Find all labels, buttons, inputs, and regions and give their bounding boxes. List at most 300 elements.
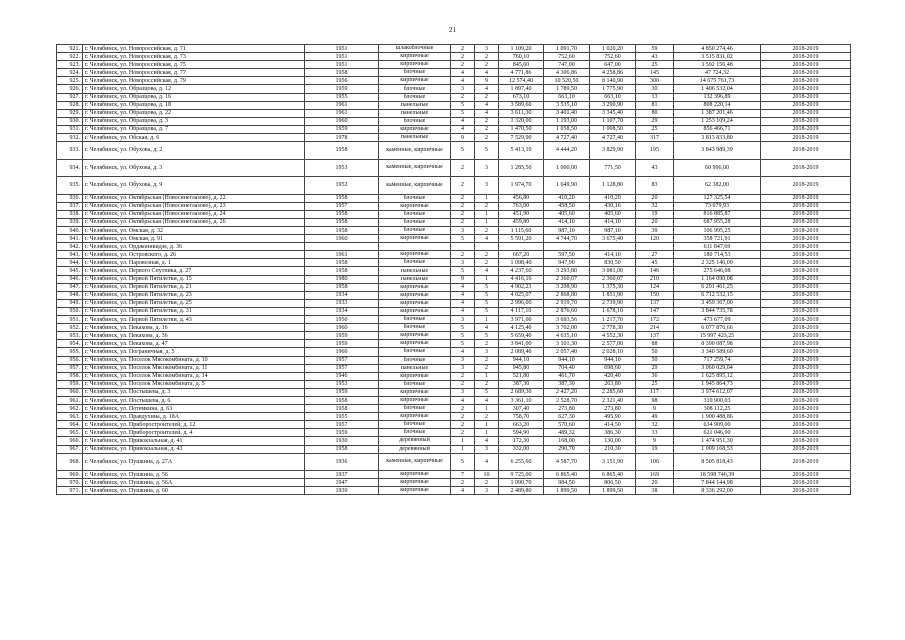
period-cell: 2018-2019 — [761, 405, 851, 413]
table-row — [57, 134, 851, 142]
period-cell: 2018-2019 — [761, 142, 851, 160]
year-built-cell: 1959 — [305, 332, 379, 340]
floors-cell: 3 — [451, 316, 475, 324]
total-area-cell: 4 117,10 — [499, 307, 544, 315]
residential-area-cell: 663,10 — [590, 93, 636, 101]
living-area-cell: 704,40 — [544, 364, 590, 372]
row-number-cell: 953. — [57, 332, 83, 340]
address-cell: г. Челябинск, ул. Пушкина, д. 27А — [83, 453, 305, 471]
living-area-cell: 3 293,80 — [544, 267, 590, 275]
floors-cell: 4 — [451, 307, 475, 315]
wall-material-cell: блочные — [379, 210, 451, 218]
year-built-cell: 1958 — [305, 396, 379, 404]
total-area-cell: 9 725,00 — [499, 471, 544, 479]
period-cell: 2018-2019 — [761, 429, 851, 437]
row-number-cell: 931. — [57, 125, 83, 133]
total-area-cell: 451,90 — [499, 210, 544, 218]
wall-material-cell: кирпичные — [379, 332, 451, 340]
year-built-cell: 1953 — [305, 159, 379, 177]
row-number-cell: 930. — [57, 117, 83, 125]
year-built-cell: 1957 — [305, 202, 379, 210]
period-cell: 2018-2019 — [761, 340, 851, 348]
address-cell: г. Челябинск, ул. Пекахова, д. 47 — [83, 340, 305, 348]
year-built-cell: 1952 — [305, 177, 379, 195]
wall-material-cell: каменные, кирпичные — [379, 453, 451, 471]
entrances-cell: 3 — [475, 445, 499, 453]
total-area-cell: 1 897,40 — [499, 85, 544, 93]
row-number-cell: 934. — [57, 159, 83, 177]
entrances-cell — [475, 243, 499, 251]
living-area-cell: 6 865,40 — [544, 471, 590, 479]
row-number-cell: 944. — [57, 259, 83, 267]
cost-cell: 8 390 087,98 — [674, 340, 761, 348]
row-number-cell: 951. — [57, 316, 83, 324]
address-cell: г. Челябинск, ул. Постышева, д. 6 — [83, 396, 305, 404]
total-area-cell: 521,80 — [499, 372, 544, 380]
total-area-cell: 307,40 — [499, 405, 544, 413]
table-row — [57, 445, 851, 453]
residents-cell: 9 — [636, 405, 674, 413]
address-cell: г. Челябинск, ул. Обухова, д. 9 — [83, 177, 305, 195]
year-built-cell: 1958 — [305, 267, 379, 275]
year-built-cell: 1958 — [305, 194, 379, 202]
period-cell: 2018-2019 — [761, 125, 851, 133]
residential-area-cell: 4 727,40 — [590, 134, 636, 142]
period-cell: 2018-2019 — [761, 117, 851, 125]
period-cell: 2018-2019 — [761, 243, 851, 251]
floors-cell: 2 — [451, 429, 475, 437]
wall-material-cell: кирпичные — [379, 283, 451, 291]
residents-cell: 45 — [636, 259, 674, 267]
entrances-cell: 3 — [475, 487, 499, 495]
residents-cell: 317 — [636, 134, 674, 142]
residential-area-cell: 430,16 — [590, 202, 636, 210]
entrances-cell: 2 — [475, 340, 499, 348]
year-built-cell: 1956 — [305, 77, 379, 85]
floors-cell: 2 — [451, 159, 475, 177]
living-area-cell: 461,70 — [544, 372, 590, 380]
wall-material-cell: блочные — [379, 259, 451, 267]
address-cell: г. Челябинск, ул. Потемкина, д. 63 — [83, 405, 305, 413]
residential-area-cell: 130,00 — [590, 437, 636, 445]
living-area-cell: 168,00 — [544, 437, 590, 445]
address-cell: г. Челябинск, ул. Привокзальная, д. 41 — [83, 437, 305, 445]
floors-cell: 5 — [451, 109, 475, 117]
total-area-cell: 5 659,40 — [499, 332, 544, 340]
table-row — [57, 372, 851, 380]
address-cell: г. Челябинск, ул. Постышева, д. 3 — [83, 388, 305, 396]
floors-cell: 2 — [451, 93, 475, 101]
year-built-cell: 1933 — [305, 299, 379, 307]
row-number-cell: 952. — [57, 324, 83, 332]
floors-cell: 2 — [451, 210, 475, 218]
row-number-cell: 929. — [57, 109, 83, 117]
year-built-cell: 1955 — [305, 93, 379, 101]
residents-cell: 13 — [636, 93, 674, 101]
total-area-cell: 945,80 — [499, 364, 544, 372]
residential-area-cell: 405,60 — [590, 210, 636, 218]
residential-area-cell: 987,10 — [590, 227, 636, 235]
row-number-cell: 939. — [57, 218, 83, 226]
year-built-cell: 1980 — [305, 275, 379, 283]
total-area-cell: 594,90 — [499, 429, 544, 437]
table-row — [57, 194, 851, 202]
cost-cell: 275 646,08 — [674, 267, 761, 275]
living-area-cell: 290,70 — [544, 445, 590, 453]
period-cell: 2018-2019 — [761, 471, 851, 479]
address-cell: г. Челябинск, ул. Новороссийская, д. 73 — [83, 53, 305, 61]
living-area-cell: 2 919,70 — [544, 299, 590, 307]
total-area-cell: 1 115,60 — [499, 227, 544, 235]
address-cell: г. Челябинск, ул. Пограничная, д. 5 — [83, 348, 305, 356]
period-cell: 2018-2019 — [761, 93, 851, 101]
address-cell: г. Челябинск, ул. Образцова, д. 16 — [83, 93, 305, 101]
total-area-cell: 1 320,00 — [499, 117, 544, 125]
wall-material-cell: блочные — [379, 93, 451, 101]
residential-area-cell: 210,30 — [590, 445, 636, 453]
floors-cell: 2 — [451, 177, 475, 195]
residential-area-cell: 263,80 — [590, 380, 636, 388]
residents-cell: 39 — [636, 227, 674, 235]
entrances-cell: 2 — [475, 227, 499, 235]
year-built-cell: 1950 — [305, 316, 379, 324]
year-built-cell: 1959 — [305, 125, 379, 133]
year-built-cell: 1946 — [305, 372, 379, 380]
entrances-cell: 4 — [475, 324, 499, 332]
table-row — [57, 437, 851, 445]
total-area-cell: 845,60 — [499, 61, 544, 69]
table-row — [57, 177, 851, 195]
period-cell: 2018-2019 — [761, 53, 851, 61]
row-number-cell: 962. — [57, 405, 83, 413]
living-area-cell: 627,30 — [544, 413, 590, 421]
floors-cell: 4 — [451, 77, 475, 85]
cost-cell: 358 721,91 — [674, 235, 761, 243]
wall-material-cell: кирпичные — [379, 235, 451, 243]
row-number-cell: 960. — [57, 388, 83, 396]
wall-material-cell: кирпичные — [379, 299, 451, 307]
residential-area-cell: 647,00 — [590, 61, 636, 69]
entrances-cell: 5 — [475, 142, 499, 160]
entrances-cell: 5 — [475, 283, 499, 291]
row-number-cell: 967. — [57, 445, 83, 453]
floors-cell — [451, 243, 475, 251]
period-cell: 2018-2019 — [761, 299, 851, 307]
cost-cell: 7 844 144,98 — [674, 479, 761, 487]
total-area-cell: 172,30 — [499, 437, 544, 445]
living-area-cell — [544, 243, 590, 251]
wall-material-cell: блочные — [379, 421, 451, 429]
address-cell: г. Челябинск, ул. Образцова, д. 7 — [83, 125, 305, 133]
floors-cell: 4 — [451, 117, 475, 125]
table-row — [57, 356, 851, 364]
living-area-cell: 747,00 — [544, 61, 590, 69]
floors-cell: 5 — [451, 142, 475, 160]
residential-area-cell: 8 140,90 — [590, 77, 636, 85]
year-built-cell: 1957 — [305, 356, 379, 364]
cost-cell: 310 900,03 — [674, 396, 761, 404]
address-cell: г. Челябинск, ул. Омская, д. 91 — [83, 235, 305, 243]
residents-cell: 124 — [636, 283, 674, 291]
total-area-cell: 1 090,70 — [499, 479, 544, 487]
living-area-cell: 4 587,70 — [544, 453, 590, 471]
year-built-cell: 1936 — [305, 453, 379, 471]
table-row — [57, 69, 851, 77]
floors-cell: 2 — [451, 61, 475, 69]
residents-cell: 27 — [636, 251, 674, 259]
residents-cell: 19 — [636, 445, 674, 453]
entrances-cell: 2 — [475, 259, 499, 267]
cost-cell: 3 843 989,39 — [674, 142, 761, 160]
table-row — [57, 348, 851, 356]
period-cell: 2018-2019 — [761, 101, 851, 109]
residents-cell: 83 — [636, 177, 674, 195]
living-area-cell: 944,10 — [544, 356, 590, 364]
table-row — [57, 396, 851, 404]
cost-cell: 3 340 589,60 — [674, 348, 761, 356]
address-cell: г. Челябинск, ул. Первой Пятилетки, д. 15 — [83, 275, 305, 283]
period-cell: 2018-2019 — [761, 396, 851, 404]
table-row — [57, 259, 851, 267]
entrances-cell: 2 — [475, 356, 499, 364]
cost-cell: 1 945 864,73 — [674, 380, 761, 388]
row-number-cell: 959. — [57, 380, 83, 388]
period-cell: 2018-2019 — [761, 332, 851, 340]
cost-cell: 3 515 831,02 — [674, 53, 761, 61]
residential-area-cell: 2 360,07 — [590, 275, 636, 283]
residential-area-cell: 1 020,20 — [590, 45, 636, 53]
total-area-cell: 758,70 — [499, 413, 544, 421]
residents-cell: 98 — [636, 396, 674, 404]
residents-cell: 25 — [636, 125, 674, 133]
wall-material-cell: деревянный — [379, 445, 451, 453]
table-row — [57, 125, 851, 133]
residents-cell: 20 — [636, 479, 674, 487]
residential-area-cell: 3 290,90 — [590, 101, 636, 109]
floors-cell: 5 — [451, 324, 475, 332]
total-area-cell: 1 470,50 — [499, 125, 544, 133]
table-row — [57, 299, 851, 307]
period-cell: 2018-2019 — [761, 388, 851, 396]
table-row — [57, 227, 851, 235]
cost-cell: 3 459 367,00 — [674, 299, 761, 307]
year-built-cell: 1958 — [305, 445, 379, 453]
cost-cell: 73 079,93 — [674, 202, 761, 210]
entrances-cell: 2 — [475, 134, 499, 142]
cost-cell: 473 677,09 — [674, 316, 761, 324]
year-built-cell: 1960 — [305, 324, 379, 332]
year-built-cell: 1978 — [305, 134, 379, 142]
residents-cell: 81 — [636, 101, 674, 109]
floors-cell: 9 — [451, 275, 475, 283]
living-area-cell: 1 091,70 — [544, 45, 590, 53]
address-cell: г. Челябинск, ул. Образцова, д. 3 — [83, 117, 305, 125]
entrances-cell: 1 — [475, 421, 499, 429]
period-cell: 2018-2019 — [761, 421, 851, 429]
cost-cell: 816 885,87 — [674, 210, 761, 218]
table-row — [57, 77, 851, 85]
floors-cell: 5 — [451, 235, 475, 243]
cost-cell: 4 850 274,46 — [674, 45, 761, 53]
row-number-cell: 921. — [57, 45, 83, 53]
period-cell: 2018-2019 — [761, 267, 851, 275]
row-number-cell: 971. — [57, 487, 83, 495]
period-cell: 2018-2019 — [761, 364, 851, 372]
table-row — [57, 316, 851, 324]
address-cell: г. Челябинск, ул. Октябрьская (Новосинеглазово), д. 26 — [83, 218, 305, 226]
cost-cell: 3 974 612,07 — [674, 388, 761, 396]
total-area-cell: 4 416,16 — [499, 275, 544, 283]
total-area-cell: 4 902,23 — [499, 283, 544, 291]
cost-cell: 611 847,69 — [674, 243, 761, 251]
living-area-cell: 405,60 — [544, 210, 590, 218]
period-cell: 2018-2019 — [761, 251, 851, 259]
living-area-cell: 4 744,70 — [544, 235, 590, 243]
entrances-cell: 5 — [475, 332, 499, 340]
address-cell: г. Челябинск, ул. Октябрьская (Новосинеглазово), д. 24 — [83, 210, 305, 218]
period-cell: 2018-2019 — [761, 316, 851, 324]
year-built-cell: 1951 — [305, 61, 379, 69]
total-area-cell: 663,20 — [499, 421, 544, 429]
wall-material-cell: блочные — [379, 316, 451, 324]
page-number: 21 — [449, 26, 456, 34]
entrances-cell: 2 — [475, 125, 499, 133]
address-cell: г. Челябинск, ул. Привокзальная, д. 43 — [83, 445, 305, 453]
row-number-cell: 961. — [57, 396, 83, 404]
row-number-cell: 966. — [57, 437, 83, 445]
entrances-cell: 10 — [475, 471, 499, 479]
entrances-cell: 1 — [475, 372, 499, 380]
row-number-cell: 968. — [57, 453, 83, 471]
residents-cell: 80 — [636, 109, 674, 117]
year-built-cell: 1959 — [305, 429, 379, 437]
residents-cell: 20 — [636, 194, 674, 202]
row-number-cell: 941. — [57, 235, 83, 243]
floors-cell: 2 — [451, 53, 475, 61]
total-area-cell: 5 591,20 — [499, 235, 544, 243]
wall-material-cell: кирпичные — [379, 307, 451, 315]
entrances-cell: 2 — [475, 364, 499, 372]
residential-area-cell: 2 028,10 — [590, 348, 636, 356]
total-area-cell: 4 125,40 — [499, 324, 544, 332]
floors-cell: 4 — [451, 291, 475, 299]
year-built-cell: 1958 — [305, 259, 379, 267]
living-area-cell: 3 702,00 — [544, 324, 590, 332]
period-cell: 2018-2019 — [761, 479, 851, 487]
period-cell: 2018-2019 — [761, 210, 851, 218]
wall-material-cell: кирпичные — [379, 77, 451, 85]
residents-cell: 30 — [636, 85, 674, 93]
floors-cell: 2 — [451, 218, 475, 226]
address-cell: г. Челябинск, ул. Первой Пятилетки, д. 31 — [83, 307, 305, 315]
entrances-cell: 2 — [475, 479, 499, 487]
residents-cell: 210 — [636, 275, 674, 283]
residential-area-cell: 2 321,40 — [590, 396, 636, 404]
wall-material-cell: каменные, кирпичные — [379, 177, 451, 195]
entrances-cell: 5 — [475, 388, 499, 396]
address-cell: г. Челябинск, ул. Пушкина, д. 56А — [83, 479, 305, 487]
year-built-cell: 1958 — [305, 405, 379, 413]
floors-cell: 4 — [451, 487, 475, 495]
period-cell: 2018-2019 — [761, 413, 851, 421]
residents-cell: 117 — [636, 388, 674, 396]
wall-material-cell: кирпичные — [379, 396, 451, 404]
living-area-cell: 1 789,50 — [544, 85, 590, 93]
entrances-cell: 2 — [475, 61, 499, 69]
year-built-cell: 1958 — [305, 227, 379, 235]
entrances-cell: 5 — [475, 291, 499, 299]
year-built-cell: 1957 — [305, 421, 379, 429]
total-area-cell: 2 996,00 — [499, 299, 544, 307]
row-number-cell: 963. — [57, 413, 83, 421]
row-number-cell: 922. — [57, 53, 83, 61]
year-built-cell: 1961 — [305, 101, 379, 109]
wall-material-cell: панельные — [379, 134, 451, 142]
total-area-cell: 7 529,90 — [499, 134, 544, 142]
address-cell: г. Челябинск, ул. Образцова, д. 22 — [83, 109, 305, 117]
wall-material-cell: кирпичные — [379, 202, 451, 210]
year-built-cell — [305, 243, 379, 251]
cost-cell: 3 813 833,80 — [674, 134, 761, 142]
living-area-cell: 2 868,80 — [544, 291, 590, 299]
year-built-cell: 1959 — [305, 388, 379, 396]
period-cell: 2018-2019 — [761, 45, 851, 53]
living-area-cell: 1 193,00 — [544, 117, 590, 125]
address-cell: г. Челябинск, ул. Правдухина, д. 18А — [83, 413, 305, 421]
living-area-cell: 597,50 — [544, 251, 590, 259]
address-cell: г. Челябинск, ул. Новороссийская, д. 75 — [83, 61, 305, 69]
total-area-cell: 5 413,10 — [499, 142, 544, 160]
cost-cell: 8 336 292,00 — [674, 487, 761, 495]
period-cell: 2018-2019 — [761, 69, 851, 77]
year-built-cell: 1960 — [305, 235, 379, 243]
total-area-cell: 673,10 — [499, 93, 544, 101]
cost-cell: 6 077 876,66 — [674, 324, 761, 332]
period-cell: 2018-2019 — [761, 218, 851, 226]
period-cell: 2018-2019 — [761, 453, 851, 471]
living-area-cell: 3 208,90 — [544, 283, 590, 291]
entrances-cell: 2 — [475, 413, 499, 421]
entrances-cell: 4 — [475, 109, 499, 117]
residential-area-cell: 3 081,00 — [590, 267, 636, 275]
total-area-cell: 2 689,30 — [499, 388, 544, 396]
row-number-cell: 933. — [57, 142, 83, 160]
residential-area-cell: 4 258,86 — [590, 69, 636, 77]
residents-cell: 29 — [636, 364, 674, 372]
cost-cell: 8 505 818,43 — [674, 453, 761, 471]
address-cell: г. Челябинск, ул. Приборостроителей, д. 4 — [83, 429, 305, 437]
cost-cell: 1 164 090,08 — [674, 275, 761, 283]
total-area-cell — [499, 243, 544, 251]
wall-material-cell: кирпичные — [379, 125, 451, 133]
period-cell: 2018-2019 — [761, 235, 851, 243]
total-area-cell: 6 255,60 — [499, 453, 544, 471]
period-cell: 2018-2019 — [761, 177, 851, 195]
total-area-cell: 387,30 — [499, 380, 544, 388]
total-area-cell: 763,00 — [499, 202, 544, 210]
floors-cell: 3 — [451, 388, 475, 396]
residential-area-cell — [590, 243, 636, 251]
floors-cell: 2 — [451, 413, 475, 421]
floors-cell: 5 — [451, 332, 475, 340]
entrances-cell: 2 — [475, 117, 499, 125]
address-cell: г. Челябинск, ул. Первой Пятилетки, д. 23 — [83, 291, 305, 299]
year-built-cell: 1953 — [305, 380, 379, 388]
cost-cell: 1 474 951,30 — [674, 437, 761, 445]
address-cell: г. Челябинск, ул. Новороссийская, д. 71 — [83, 45, 305, 53]
table-row — [57, 283, 851, 291]
row-number-cell: 957. — [57, 364, 83, 372]
